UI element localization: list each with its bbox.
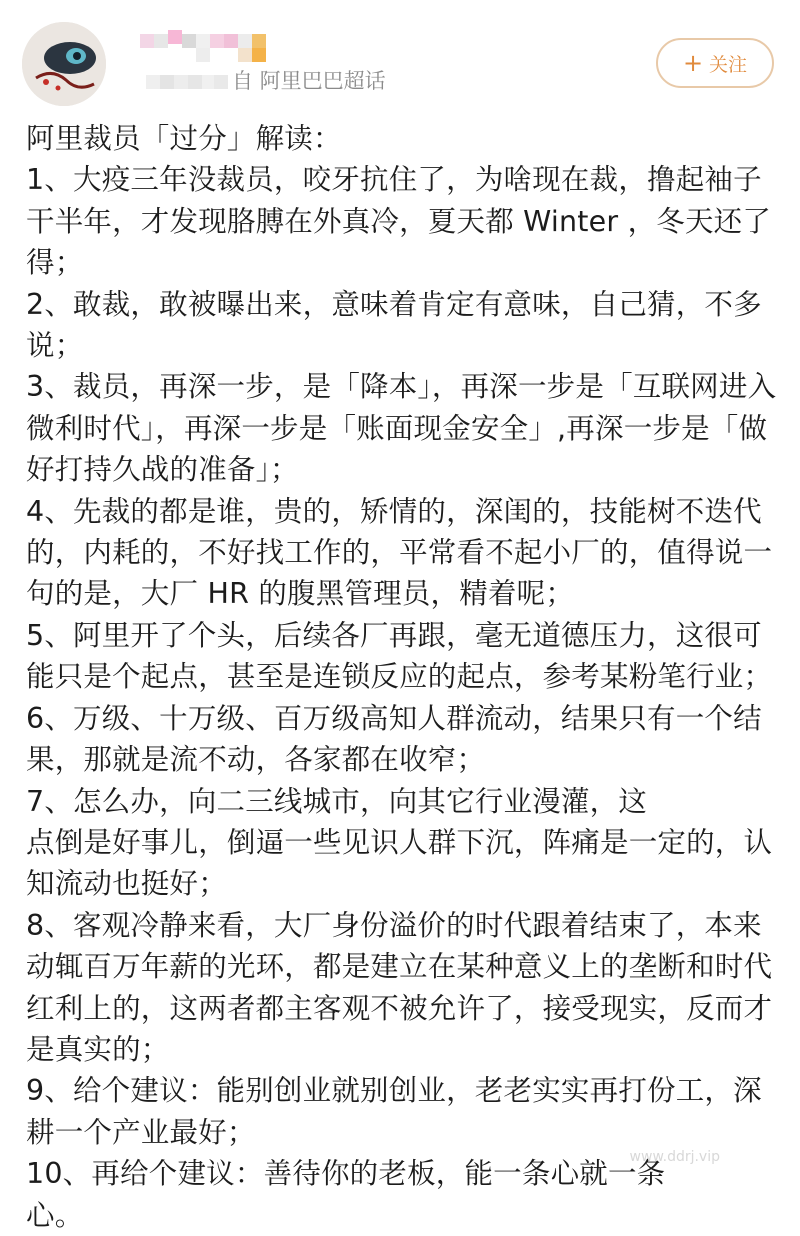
post-paragraph: 2、敢裁，敢被曝出来，意味着肯定有意味，自己猜，不多说； bbox=[26, 287, 762, 363]
post-paragraph: 10、再给个建议：善待你的老板，能一条心就一条 心。 bbox=[26, 1157, 666, 1232]
post-paragraph: 阿里裁员「过分」解读： bbox=[26, 122, 342, 155]
post-source bbox=[146, 66, 386, 96]
post-paragraph: 4、先裁的都是谁，贵的，矫情的，深闺的，技能树不迭代的，内耗的，不好找工作的，平常看不起小厂的，值得说一句的是，大厂 HR 的腹黑管理员，精着呢； bbox=[26, 494, 773, 611]
post-paragraph: 3、裁员，再深一步，是「降本」，再深一步是「互联网进入微利时代」，再深一步是「账面现金安全」,再深一步是「做好打持久战的准备」； bbox=[26, 370, 777, 487]
post-paragraph: 5、阿里开了个头，后续各厂再跟，毫无道德压力，这很可能只是个起点，甚至是连锁反应的起点，参考某粉笔行业； bbox=[26, 618, 773, 694]
avatar-image bbox=[22, 22, 106, 106]
username-blurred[interactable] bbox=[140, 30, 280, 64]
follow-label: 关注 bbox=[709, 53, 748, 76]
timestamp-blurred bbox=[146, 71, 228, 93]
post-paragraph: 7、怎么办，向二三线城市，向其它行业漫灌，这 点倒是好事儿，倒逼一些见识人群下沉，阵痛是一定的，认知流动也挺好； bbox=[26, 784, 773, 901]
post-paragraph: 1、大疫三年没裁员，咬牙抗住了，为啥现在裁，撸起袖子干半年，才发现胳膊在外真冷，夏天都 Winter ，冬天还了得； bbox=[26, 163, 772, 280]
watermark: www.ddrj.vip bbox=[629, 1149, 720, 1165]
post-paragraph: 6、万级、十万级、百万级高知人群流动，结果只有一个结果，那就是流不动，各家都在收窄； bbox=[26, 701, 762, 777]
plus-icon: + bbox=[682, 49, 704, 77]
post-content bbox=[26, 118, 786, 1236]
post-paragraph: 9、给个建议：能别创业就别创业，老老实实再打份工，深耕一个产业最好； bbox=[26, 1074, 762, 1149]
post-header bbox=[0, 0, 800, 120]
post-paragraph: 8、客观冷静来看，大厂身份溢价的时代跟着结束了，本来动辄百万年薪的光环，都是建立在某种意义上的垄断和时代红利上的，这两者都主客观不被允许了，接受现实，反而才是真实的； bbox=[26, 908, 773, 1066]
avatar[interactable] bbox=[22, 22, 106, 106]
follow-button[interactable] bbox=[656, 38, 774, 88]
source-label[interactable]: 自 阿里巴巴超话 bbox=[232, 69, 386, 93]
